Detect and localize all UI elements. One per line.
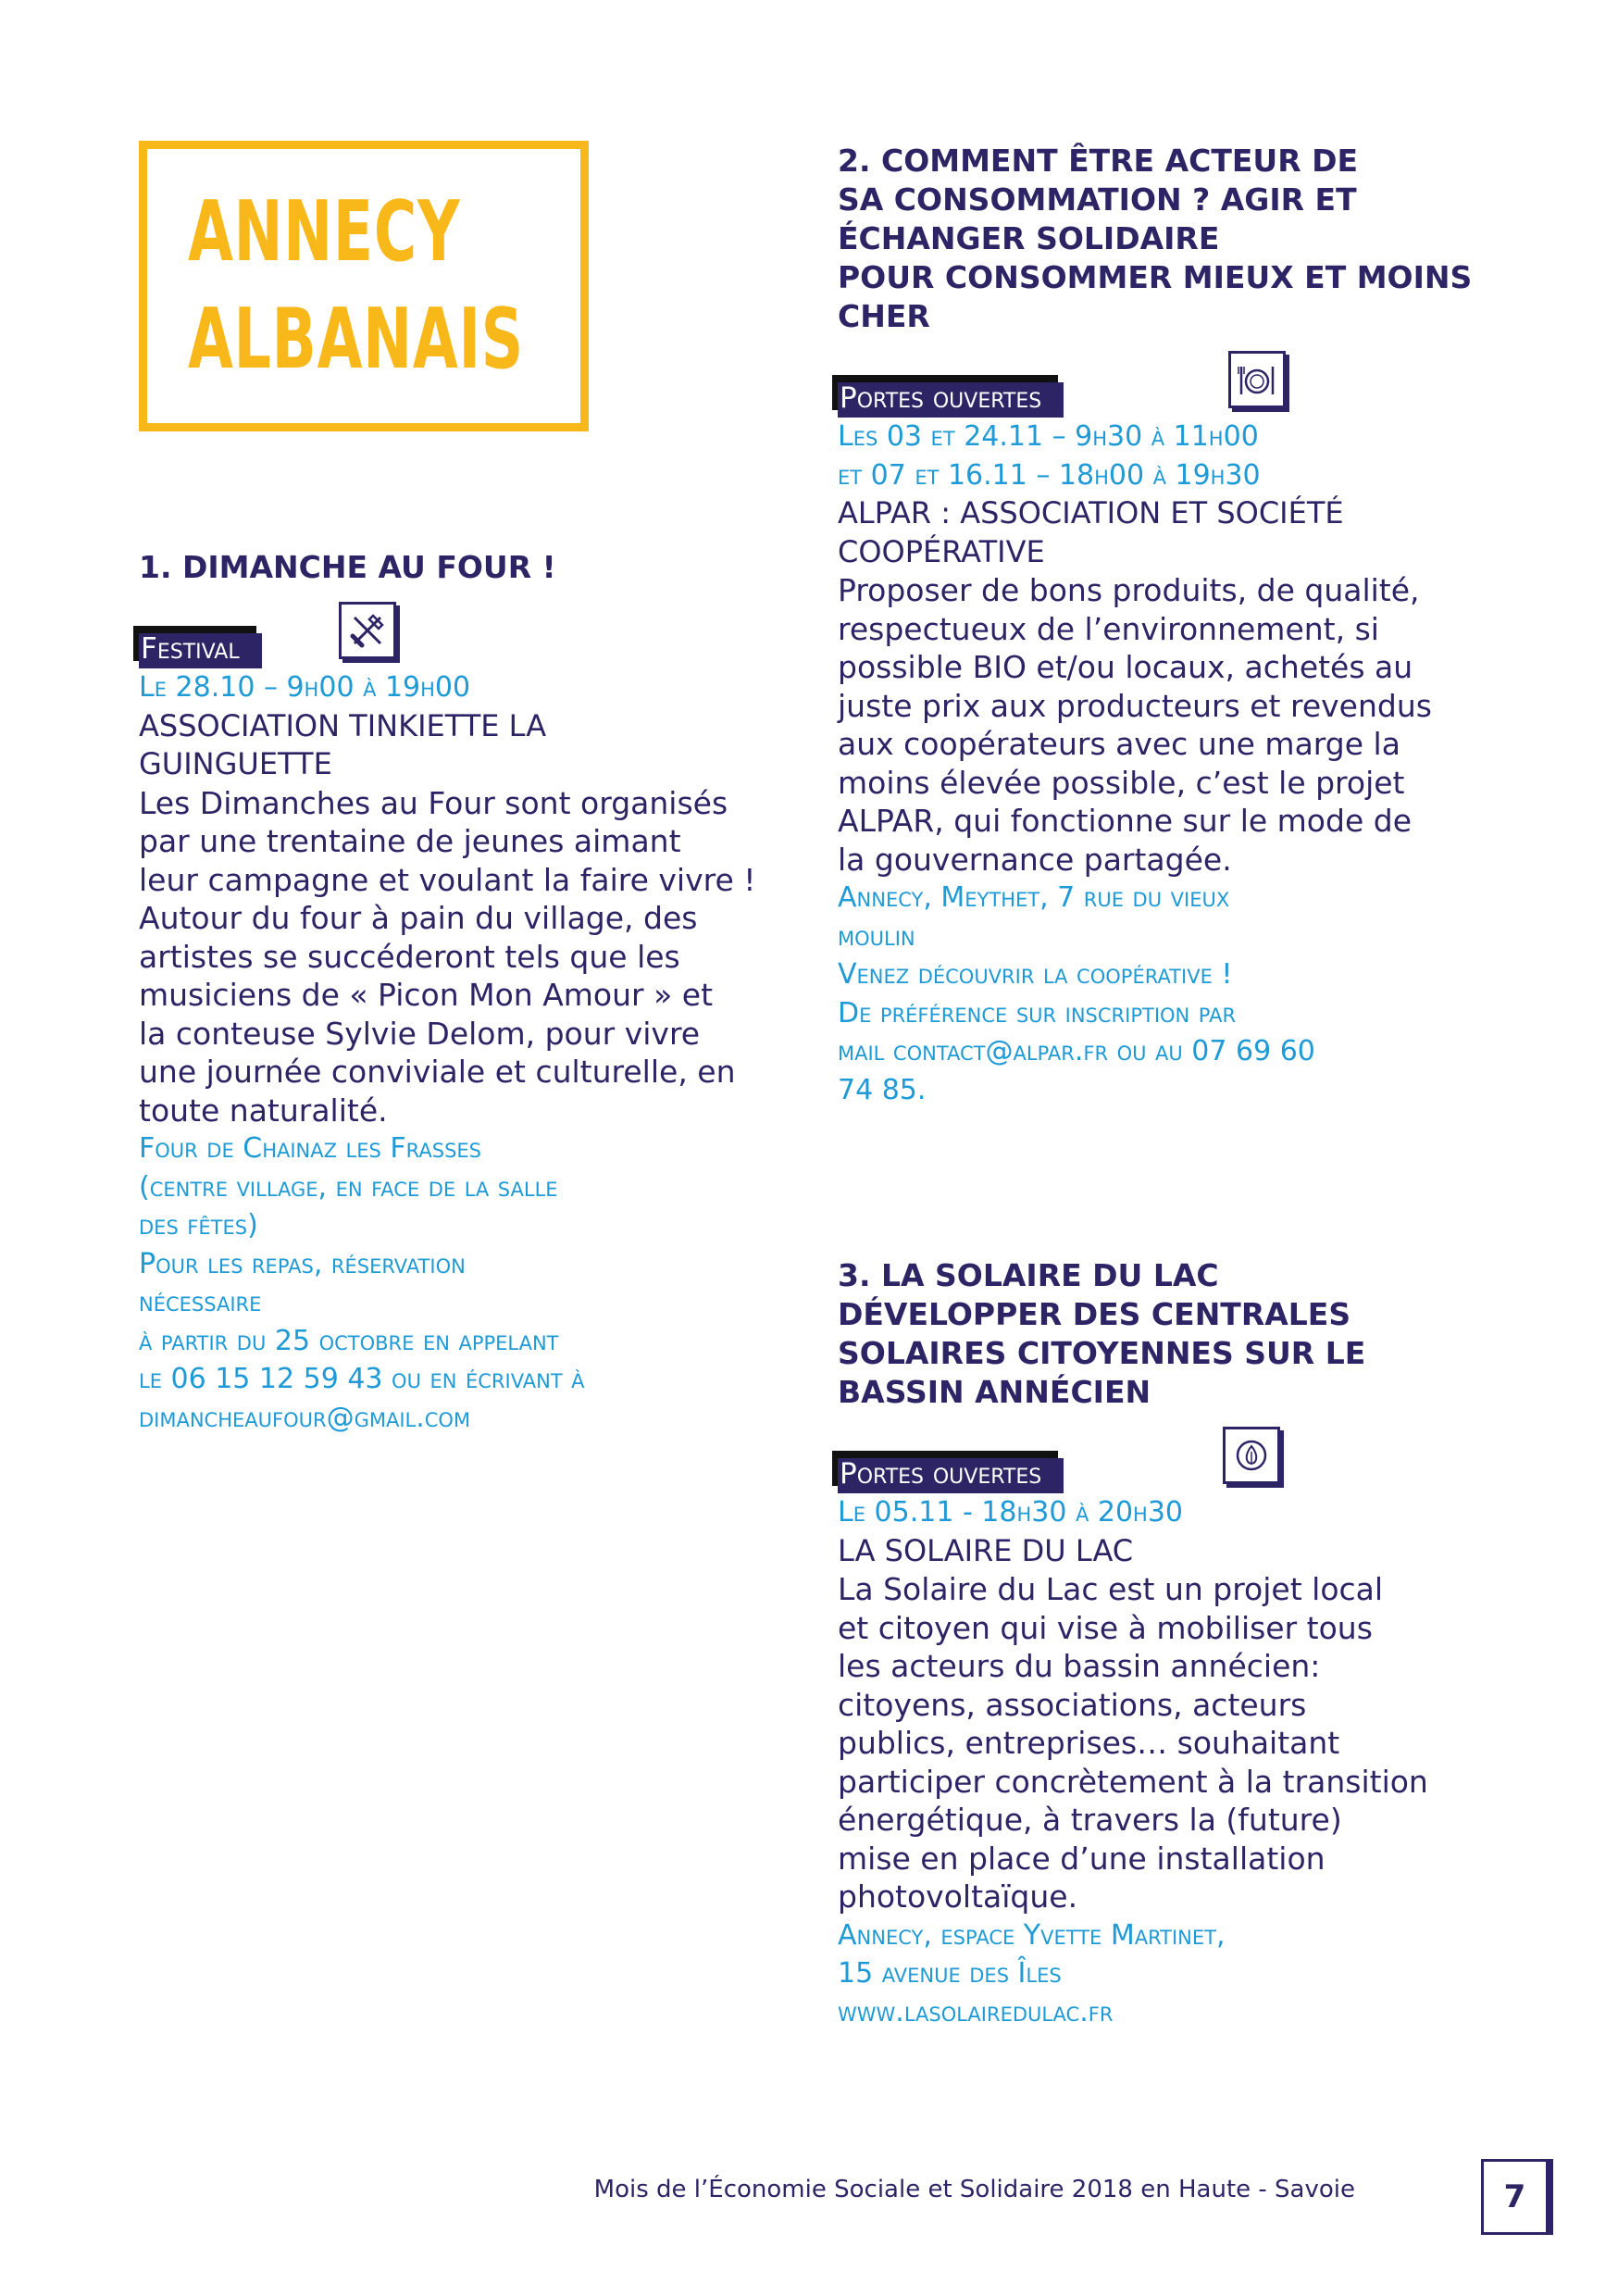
event-organizer-line-1: ASSOCIATION TINKIETTE LA [139,707,547,743]
info-line: des fêtes) [139,1209,258,1242]
info-line: 15 avenue des Îles [838,1957,1062,1990]
event-date: Le 28.10 – 9h00 à 19h00 [139,671,471,704]
description-line: musiciens de « Picon Mon Amour » et [139,977,714,1013]
event-organizer-line-2: GUINGUETTE [139,746,332,781]
event-heading-line: SOLAIRES CITOYENNES SUR LE [838,1335,1366,1371]
description-line: citoyens, associations, acteurs [838,1686,1307,1723]
info-line: le 06 15 12 59 43 ou en écrivant à [139,1363,585,1395]
website-link[interactable]: www.lasolairedulac.fr [838,1995,1114,2028]
description-line: artistes se succéderont tels que les [139,938,680,975]
description-line: la gouvernance partagée. [838,841,1232,878]
event-type-badge: Portes ouvertes [838,1458,1064,1493]
description-line: photovoltaïque. [838,1878,1078,1915]
region-title-line-2: ALBANAIS [188,291,525,388]
event-heading-line: 3. LA SOLAIRE DU LAC [838,1257,1219,1293]
description-line: La Solaire du Lac est un projet local [838,1571,1384,1607]
event-date: Le 05.11 - 18h30 à 20h30 [838,1496,1184,1529]
event-date-line: et 07 et 16.11 – 18h00 à 19h30 [838,458,1261,492]
event-1 [139,548,805,1437]
event-heading-line: SA CONSOMMATION ? AGIR ET [838,181,1357,218]
event-organizer: LA SOLAIRE DU LAC [838,1532,1134,1568]
description-line: participer concrètement à la transition [838,1763,1428,1800]
event-heading-line: ÉCHANGER SOLIDAIRE [838,220,1220,256]
description-line: aux coopérateurs avec une marge la [838,726,1400,762]
event-organizer-line: ALPAR : ASSOCIATION ET SOCIÉTÉ [838,495,1344,530]
description-line: respectueux de l’environnement, si [838,610,1379,647]
info-line: Annecy, Meythet, 7 rue du vieux [838,881,1230,914]
description-line: Proposer de bons produits, de qualité, [838,572,1420,608]
info-line: moulin [838,919,915,953]
event-heading-line: 2. COMMENT ÊTRE ACTEUR DE [838,143,1359,179]
tools-icon [339,602,396,659]
info-line: nécessaire [139,1286,262,1318]
description-line: Autour du four à pain du village, des [139,900,698,936]
description-line: leur campagne et voulant la faire vivre ! [139,861,756,898]
event-heading-line: POUR CONSOMMER MIEUX ET MOINS [838,259,1473,295]
event-heading [139,548,805,587]
description-line: juste prix aux producteurs et revendus [838,687,1432,724]
description-line: une journée conviviale et culturelle, en [139,1054,736,1090]
info-line: (centre village, en face de la salle [139,1170,558,1204]
description-line: mise en place d’une installation [838,1840,1326,1877]
description-line: possible BIO et/ou locaux, achetés au [838,649,1413,685]
event-badge-row [838,1427,1504,1493]
event-heading-line: CHER [838,298,930,334]
email-link[interactable]: dimancheaufour@gmail.com [139,1401,471,1434]
description-line: par une trentaine de jeunes aimant [139,823,681,859]
event-badge-row [139,602,805,668]
info-line: Pour les repas, réservation [139,1247,466,1280]
event-heading-line: DÉVELOPPER DES CENTRALES [838,1296,1351,1332]
event-organizer-line: COOPÉRATIVE [838,533,1045,569]
event-2 [838,142,1504,1109]
info-line: 74 85. [838,1073,927,1106]
description-line: publics, entreprises… souhaitant [838,1725,1340,1761]
event-badge-row [838,351,1504,418]
event-heading-line: BASSIN ANNÉCIEN [838,1374,1151,1410]
description-line: énergétique, à travers la (future) [838,1802,1342,1838]
event-type-badge: Festival [139,633,262,668]
info-line: De préférence sur inscription par [838,996,1237,1029]
description-line: ALPAR, qui fonctionne sur le mode de [838,803,1412,839]
description-line: toute naturalité. [139,1092,388,1129]
plate-cutlery-icon [1228,351,1286,408]
page-number: 7 [1481,2159,1553,2235]
event-date-line: Les 03 et 24.11 – 9h30 à 11h00 [838,420,1259,453]
info-line: à partir du 25 octobre en appelant [139,1324,559,1357]
description-line: les acteurs du bassin annécien: [838,1648,1321,1684]
info-line: Annecy, espace Yvette Martinet, [838,1918,1226,1952]
leaf-drop-icon [1223,1427,1280,1484]
region-title-box [139,141,589,431]
event-type-badge: Portes ouvertes [838,382,1064,418]
heading-line: 1. DIMANCHE AU FOUR ! [139,549,556,585]
description-line: moins élevée possible, c’est le projet [838,764,1405,801]
description-line: la conteuse Sylvie Delom, pour vivre [139,1015,701,1052]
region-title-line-1: ANNECY [188,183,461,281]
description-line: et citoyen qui vise à mobiliser tous [838,1609,1373,1646]
footer-text: Mois de l’Économie Sociale et Solidaire 2018 en Haute - Savoie [593,2176,1355,2203]
info-line: Four de Chainaz les Frasses [139,1132,482,1165]
event-3 [838,1256,1504,2031]
email-link[interactable]: mail contact@alpar.fr ou au 07 69 60 [838,1035,1315,1067]
info-line: Venez découvrir la coopérative ! [838,958,1233,991]
description-line: Les Dimanches au Four sont organisés [139,784,728,821]
